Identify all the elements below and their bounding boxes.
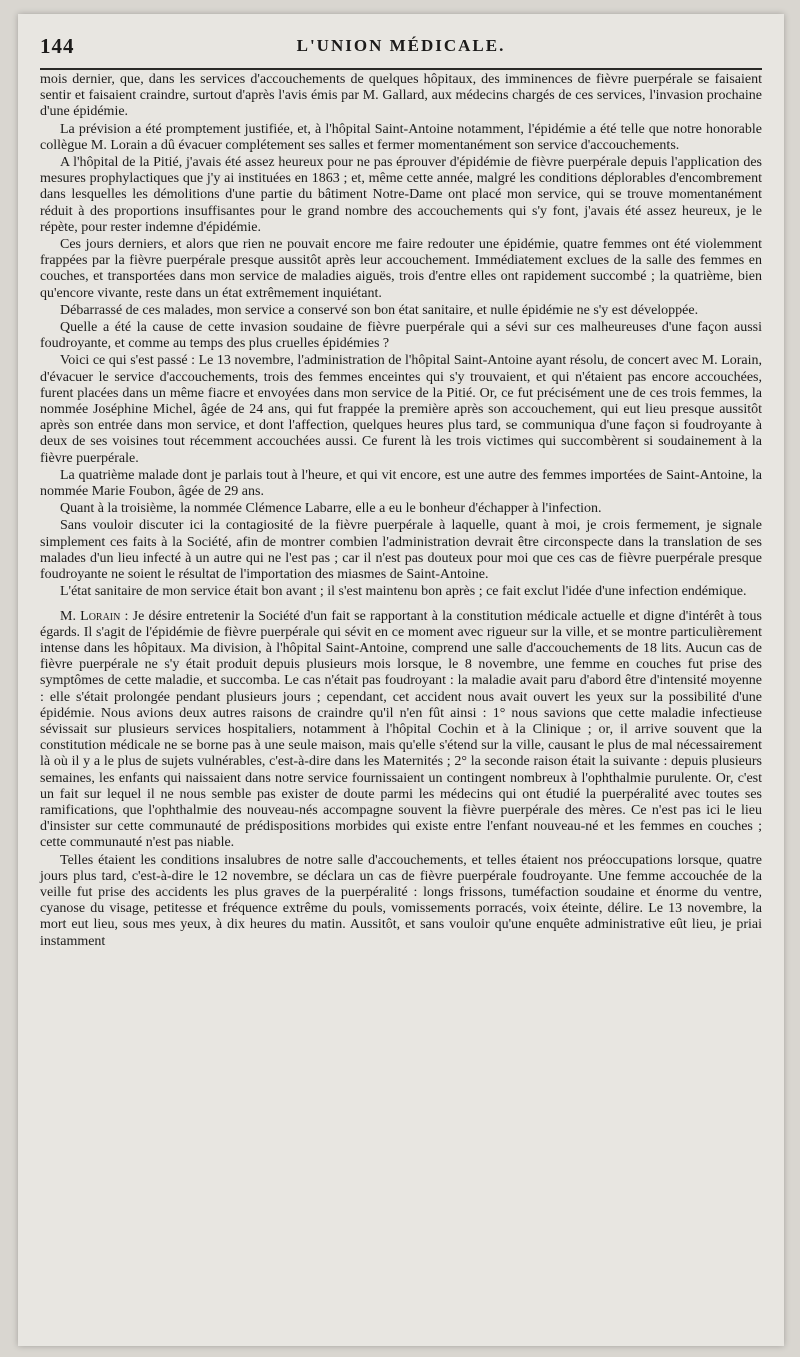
document-page	[18, 14, 784, 1346]
paragraph-11: L'état sanitaire de mon service était bon avant ; il s'est maintenu bon après ; ce fait exclut l'idée d'une infection endémique.	[60, 584, 747, 600]
page-header	[40, 34, 762, 64]
lorain-paragraph	[40, 609, 762, 852]
paragraph-3: A l'hôpital de la Pitié, j'avais été assez heureux pour ne pas éprouver d'épidémie de fièvre puerpérale depuis l'application des mesures prophylactiques que j'y ai instituées en 1863 ; et, même cette année, malgré les conditions déplorables d'encombrement dans lesquelles les démolitions d'une partie du bâtiment Notre-Dame ont placé mon service, qui se trouve momentanément réduit à des proportions insuffisantes pour le grand nombre des accouchements qui s'y font, j'avais été assez heureux, je le répète, pour rester indemne d'épidémie.	[40, 155, 762, 235]
paragraph-8: La quatrième malade dont je parlais tout à l'heure, et qui vit encore, est une autre des femmes importées de Saint-Antoine, la nommée Marie Foubon, âgée de 29 ans.	[40, 467, 762, 500]
paragraph-4: Ces jours derniers, et alors que rien ne pouvait encore me faire redouter une épidémie, quatre femmes ont été violemment frappées par la fièvre puerpérale presque aussitôt après leur accouchement. Immédiatement exclues de la salle des femmes en couches, et transportées dans mon service de maladies aiguës, trois d'entre elles ont rapidement succombé ; la quatrième, bien qu'encore vivante, reste dans un état extrêmement inquiétant.	[40, 237, 762, 301]
page-number: 144	[40, 34, 75, 58]
paragraph-10: Sans vouloir discuter ici la contagiosité de la fièvre puerpérale à laquelle, quant à moi, je crois fermement, je signale simplement ces faits à la Société, afin de montrer combien l'administration devrait être circonspecte dans la translation de ses malades d'un lieu infecté à un autre qui ne l'est pas ; car il n'est pas douteux pour moi que ces cas de fièvre puerpérale presque foudroyante ne soient le résultat de l'importation des miasmes de Saint-Antoine.	[40, 518, 762, 583]
header-rule	[40, 68, 762, 70]
paragraph-7: Voici ce qui s'est passé : Le 13 novembre, l'administration de l'hôpital Saint-Antoine ayant résolu, de concert avec M. Lorain, d'évacuer le service d'accouchements, trois des femmes enceintes qui s'y trouvaient, et qui n'étaient pas encore accouchées, furent placées dans un même fiacre et envoyées dans mon service de la Pitié. Or, ce fut précisément une de ces trois femmes, la nommée Joséphine Michel, âgée de 24 ans, qui fut frappée la première après son accouchement, qui eut lieu presque aussitôt après son entrée dans mon service, et dont l'affection, quelques heures plus tard, se communiqua d'une façon si foudroyante à deux de ses voisines tout récemment accouchées aussi. Ce furent là les trois victimes qui succombèrent si soudainement à la fièvre puerpérale.	[40, 353, 762, 466]
lorain-text: : Je désire entretenir la Société d'un fait se rapportant à la constitution médicale actuelle et digne d'intérêt à tous égards. Il s'agit de l'épidémie de fièvre puerpérale qui sévit en ce moment avec rigueur sur la ville, et se montre particulièrement intense dans les hôpitaux. Ma division, à l'hôpital Saint-Antoine, comprend une salle d'accouchements de 18 lits. Aucun cas de fièvre puerpérale ne s'y était produit depuis plusieurs mois lorsque, le 8 novembre, une femme en couches fut prise des symptômes de cette maladie, et succomba. Le cas n'était pas foudroyant : la maladie avait paru d'abord être d'intensité moyenne : elle s'était prolongée pendant plusieurs jours ; cependant, cet accident nous avait ouvert les yeux sur la possibilité d'une épidémie. Nous avions deux autres raisons de craindre qu'il n'en fût ainsi : 1° nous savions que cette maladie infectieuse sévissait sur plusieurs services hospitaliers, notamment à l'hôpital Cochin et à la Clinique ; or, il arrive souvent que la constitution médicale ne se borne pas à une seule maison, mais qu'elle s'étend sur la ville, causant le plus de mal nécessairement là où il y a le plus de sujets vulnérables, c'est-à-dire dans les Maternités ; 2° la seconde raison était la suivante : depuis plusieurs semaines, les enfants qui naissaient dans notre service fournissaient un contingent nombreux à l'ophthalmie purulente. Or, c'est un fait sur lequel il ne nous semble pas exister de doute parmi les médecins qui ont étudié la puerpéralité avec toutes ses ramifications, que l'ophthalmie des nouveau-nés accompagne souvent la fièvre puerpérale des mères. Ce n'est pas ici le lieu d'insister sur cette communauté de prédispositions morbides qui existe entre l'enfant nouveau-né et les femmes en couches ; cette communauté n'est pas niable.	[40, 608, 762, 851]
paragraph-last: Telles étaient les conditions insalubres de notre salle d'accouchements, et telles étaient nos préoccupations lorsque, quatre jours plus tard, c'est-à-dire le 12 novembre, se déclara un cas de fièvre puerpérale foudroyante. Une femme accouchée de la veille fut prise des accidents les plus graves de la puerpéralité : longs frissons, tuméfaction soudaine et énorme du ventre, cyanose du visage, petitesse et fréquence extrême du pouls, vomissements porracés, voix éteinte, délire. Le 13 novembre, la mort eut lieu, sous mes yeux, à dix heures du matin. Aussitôt, et sans vouloir qu'une enquête administrative eût lieu, je priai instamment	[40, 852, 762, 949]
paragraph-9: Quant à la troisième, la nommée Clémence Labarre, elle a eu le bonheur d'échapper à l'infection.	[60, 501, 602, 517]
running-head: L'UNION MÉDICALE.	[296, 36, 506, 55]
paragraph-1: mois dernier, que, dans les services d'accouchements de quelques hôpitaux, des imminences de fièvre puerpérale se faisaient sentir et faisaient craindre, surtout d'après l'avis émis par M. Gallard, aux médecins chargés de ces services, l'invasion prochaine d'une épidémie.	[40, 72, 762, 120]
body-text	[40, 72, 762, 951]
speaker-name: M. Lorain	[60, 608, 121, 624]
paragraph-5: Débarrassé de ces malades, mon service a conservé son bon état sanitaire, et nulle épidémie ne s'y est développée.	[60, 302, 699, 318]
paragraph-6: Quelle a été la cause de cette invasion soudaine de fièvre puerpérale qui a sévi sur ces malheureuses d'une façon aussi foudroyante, et comme au temps des plus cruelles épidémies ?	[40, 320, 762, 352]
paragraph-2: La prévision a été promptement justifiée, et, à l'hôpital Saint-Antoine notamment, l'épidémie a été telle que notre honorable collègue M. Lorain a dû évacuer complétement ses salles et fermer momentanément son service d'accouchements.	[40, 121, 762, 153]
